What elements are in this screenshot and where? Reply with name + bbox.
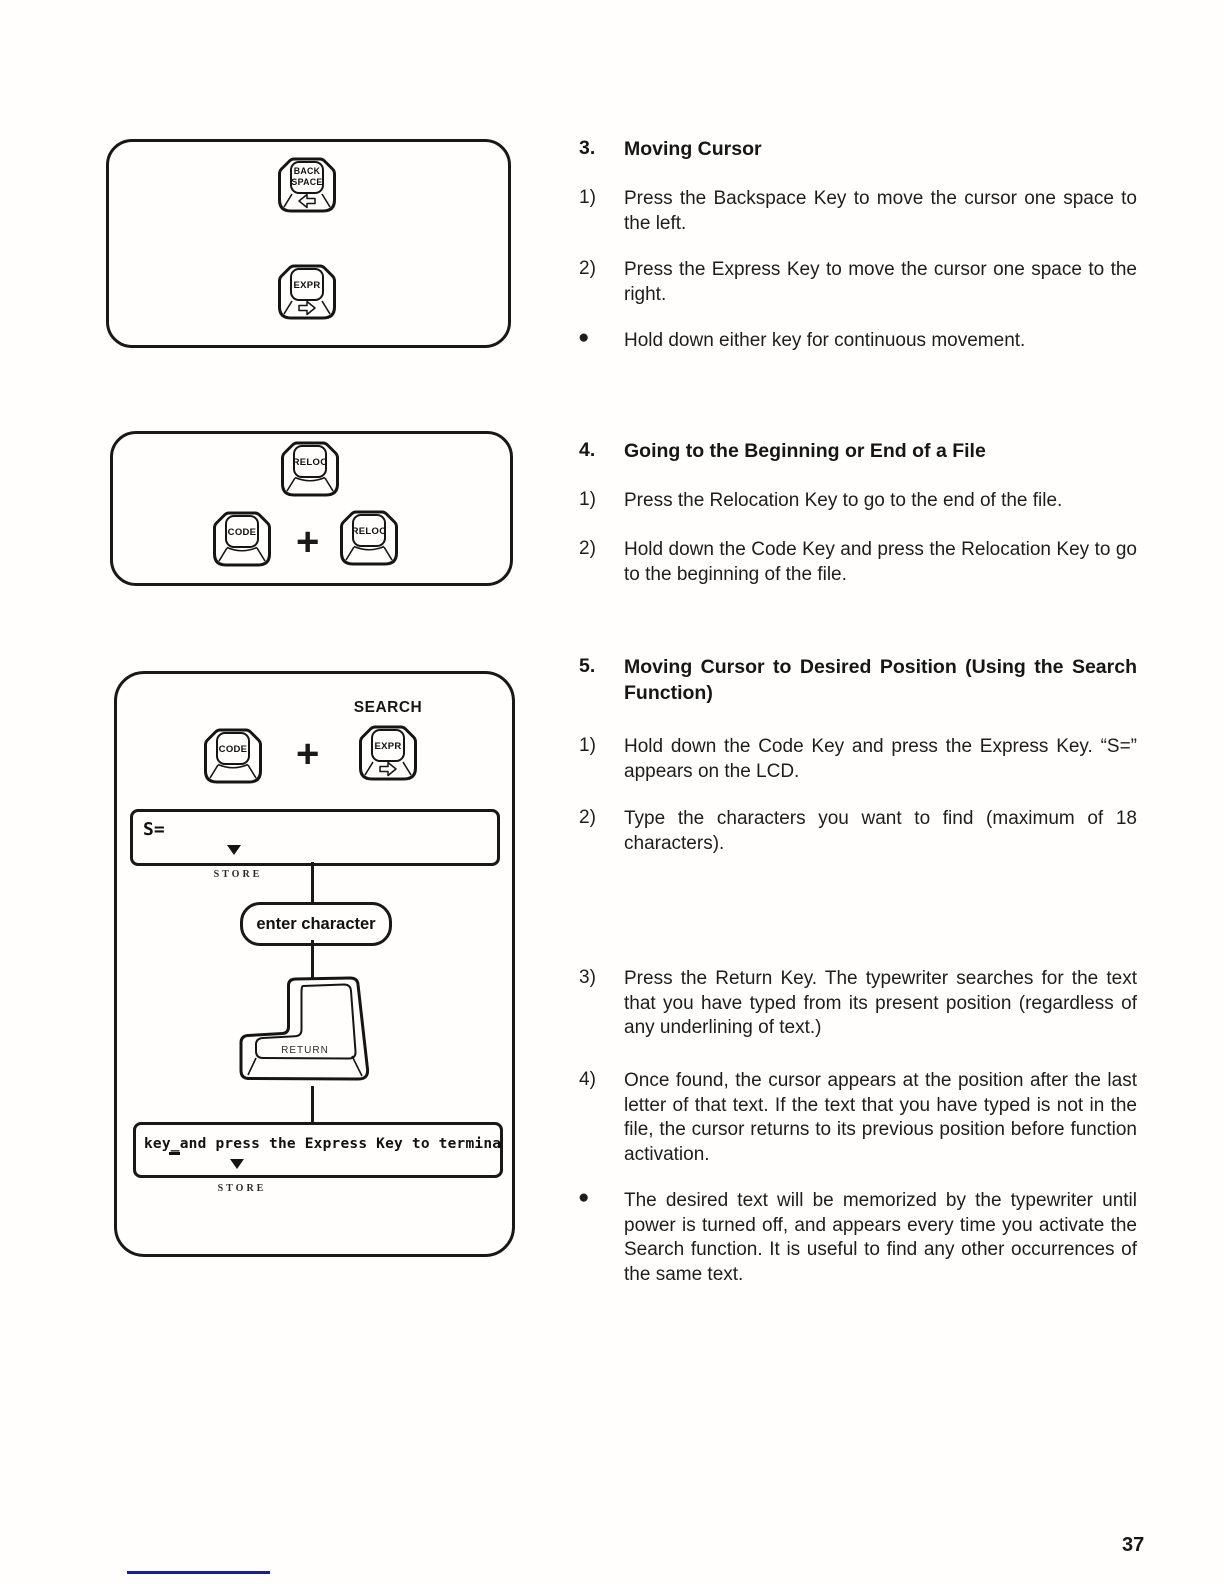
express-key [357,724,419,782]
section-title: Moving Cursor [624,138,762,160]
reloc-key [279,440,341,498]
code-key-label: CODE [218,744,248,755]
reloc-key-label: RELOC [351,526,387,537]
list-item-marker: 1) [579,187,596,208]
plus-sign: + [296,520,320,564]
express-key-label: EXPR [374,741,402,752]
triangle-down-icon [227,845,241,855]
search-function-label: SEARCH [353,699,423,716]
backspace-key-label-line2: SPACE [291,177,323,187]
list-item-text: Press the Backspace Key to move the cursor one space to the left. [624,188,1137,234]
scan-artifact-line [127,1571,270,1574]
list-item-text: Hold down the Code Key and press the Relocation Key to go to the beginning of the file. [624,539,1137,585]
connector-line [311,862,314,903]
enter-character-label: enter character [256,914,376,933]
section-number: 5. [579,655,596,677]
page-number: 37 [1122,1534,1145,1556]
list-item-text: Press the Relocation Key to go to the end of the file. [624,490,1063,511]
list-item-text: Once found, the cursor appears at the position after the last letter of that text. If the text that you have typed is not in the file, the cursor returns to its previous position before function activation. [624,1070,1137,1165]
connector-line [311,1086,314,1123]
list-item-text: Hold down the Code Key and press the Express Key. “S=” appears on the LCD. [624,736,1137,782]
triangle-down-icon [230,1159,244,1169]
list-item-text: Press the Return Key. The typewriter searches for the text that you have typed from its present position (regardless of any underlining of text.) [624,968,1137,1039]
code-key [211,510,273,568]
return-key-label: RETURN [281,1045,329,1056]
enter-character-step [240,902,392,946]
section-number: 4. [579,439,596,461]
return-key [238,976,372,1088]
backspace-key [276,156,338,214]
backspace-key-label-line1: BACK [293,166,321,176]
store-label: STORE [213,869,263,880]
list-item-marker: 1) [579,489,596,510]
lcd-display-search-prompt [130,809,500,866]
code-key-label: CODE [227,527,257,538]
list-item-text: Type the characters you want to find (maximum of 18 characters). [624,808,1137,854]
list-item-marker: 2) [579,258,596,279]
bullet-icon: ● [578,327,590,348]
store-label: STORE [217,1183,267,1194]
connector-line [311,940,314,978]
list-item-marker: 4) [579,1069,596,1090]
lcd-display-search-text [133,1122,503,1178]
lcd-text: key_and press the Express Key to termina [144,1136,502,1152]
list-item-marker: 2) [579,807,596,828]
lcd-text: S= [143,819,165,840]
express-key-label: EXPR [293,280,321,291]
list-item-text: The desired text will be memorized by the typewriter until power is turned off, and appears every time you activate the Search function. It is useful to find any other occurrences of the same text. [624,1190,1137,1285]
list-item-marker: 2) [579,538,596,559]
bullet-icon: ● [578,1187,590,1208]
section-title: Going to the Beginning or End of a File [624,440,986,462]
reloc-key-label: RELOC [292,457,328,468]
section-title: Moving Cursor to Desired Position (Using the Search Function) [624,656,1137,704]
reloc-key [338,509,400,567]
express-key [276,263,338,321]
lcd-cursor [169,1152,180,1155]
list-item-marker: 1) [579,735,596,756]
plus-sign: + [296,732,320,776]
list-item-text: Press the Express Key to move the cursor one space to the right. [624,259,1137,305]
section-number: 3. [579,137,596,159]
list-item-marker: 3) [579,967,596,988]
list-item-text: Hold down either key for continuous movement. [624,330,1026,351]
code-key [202,727,264,785]
